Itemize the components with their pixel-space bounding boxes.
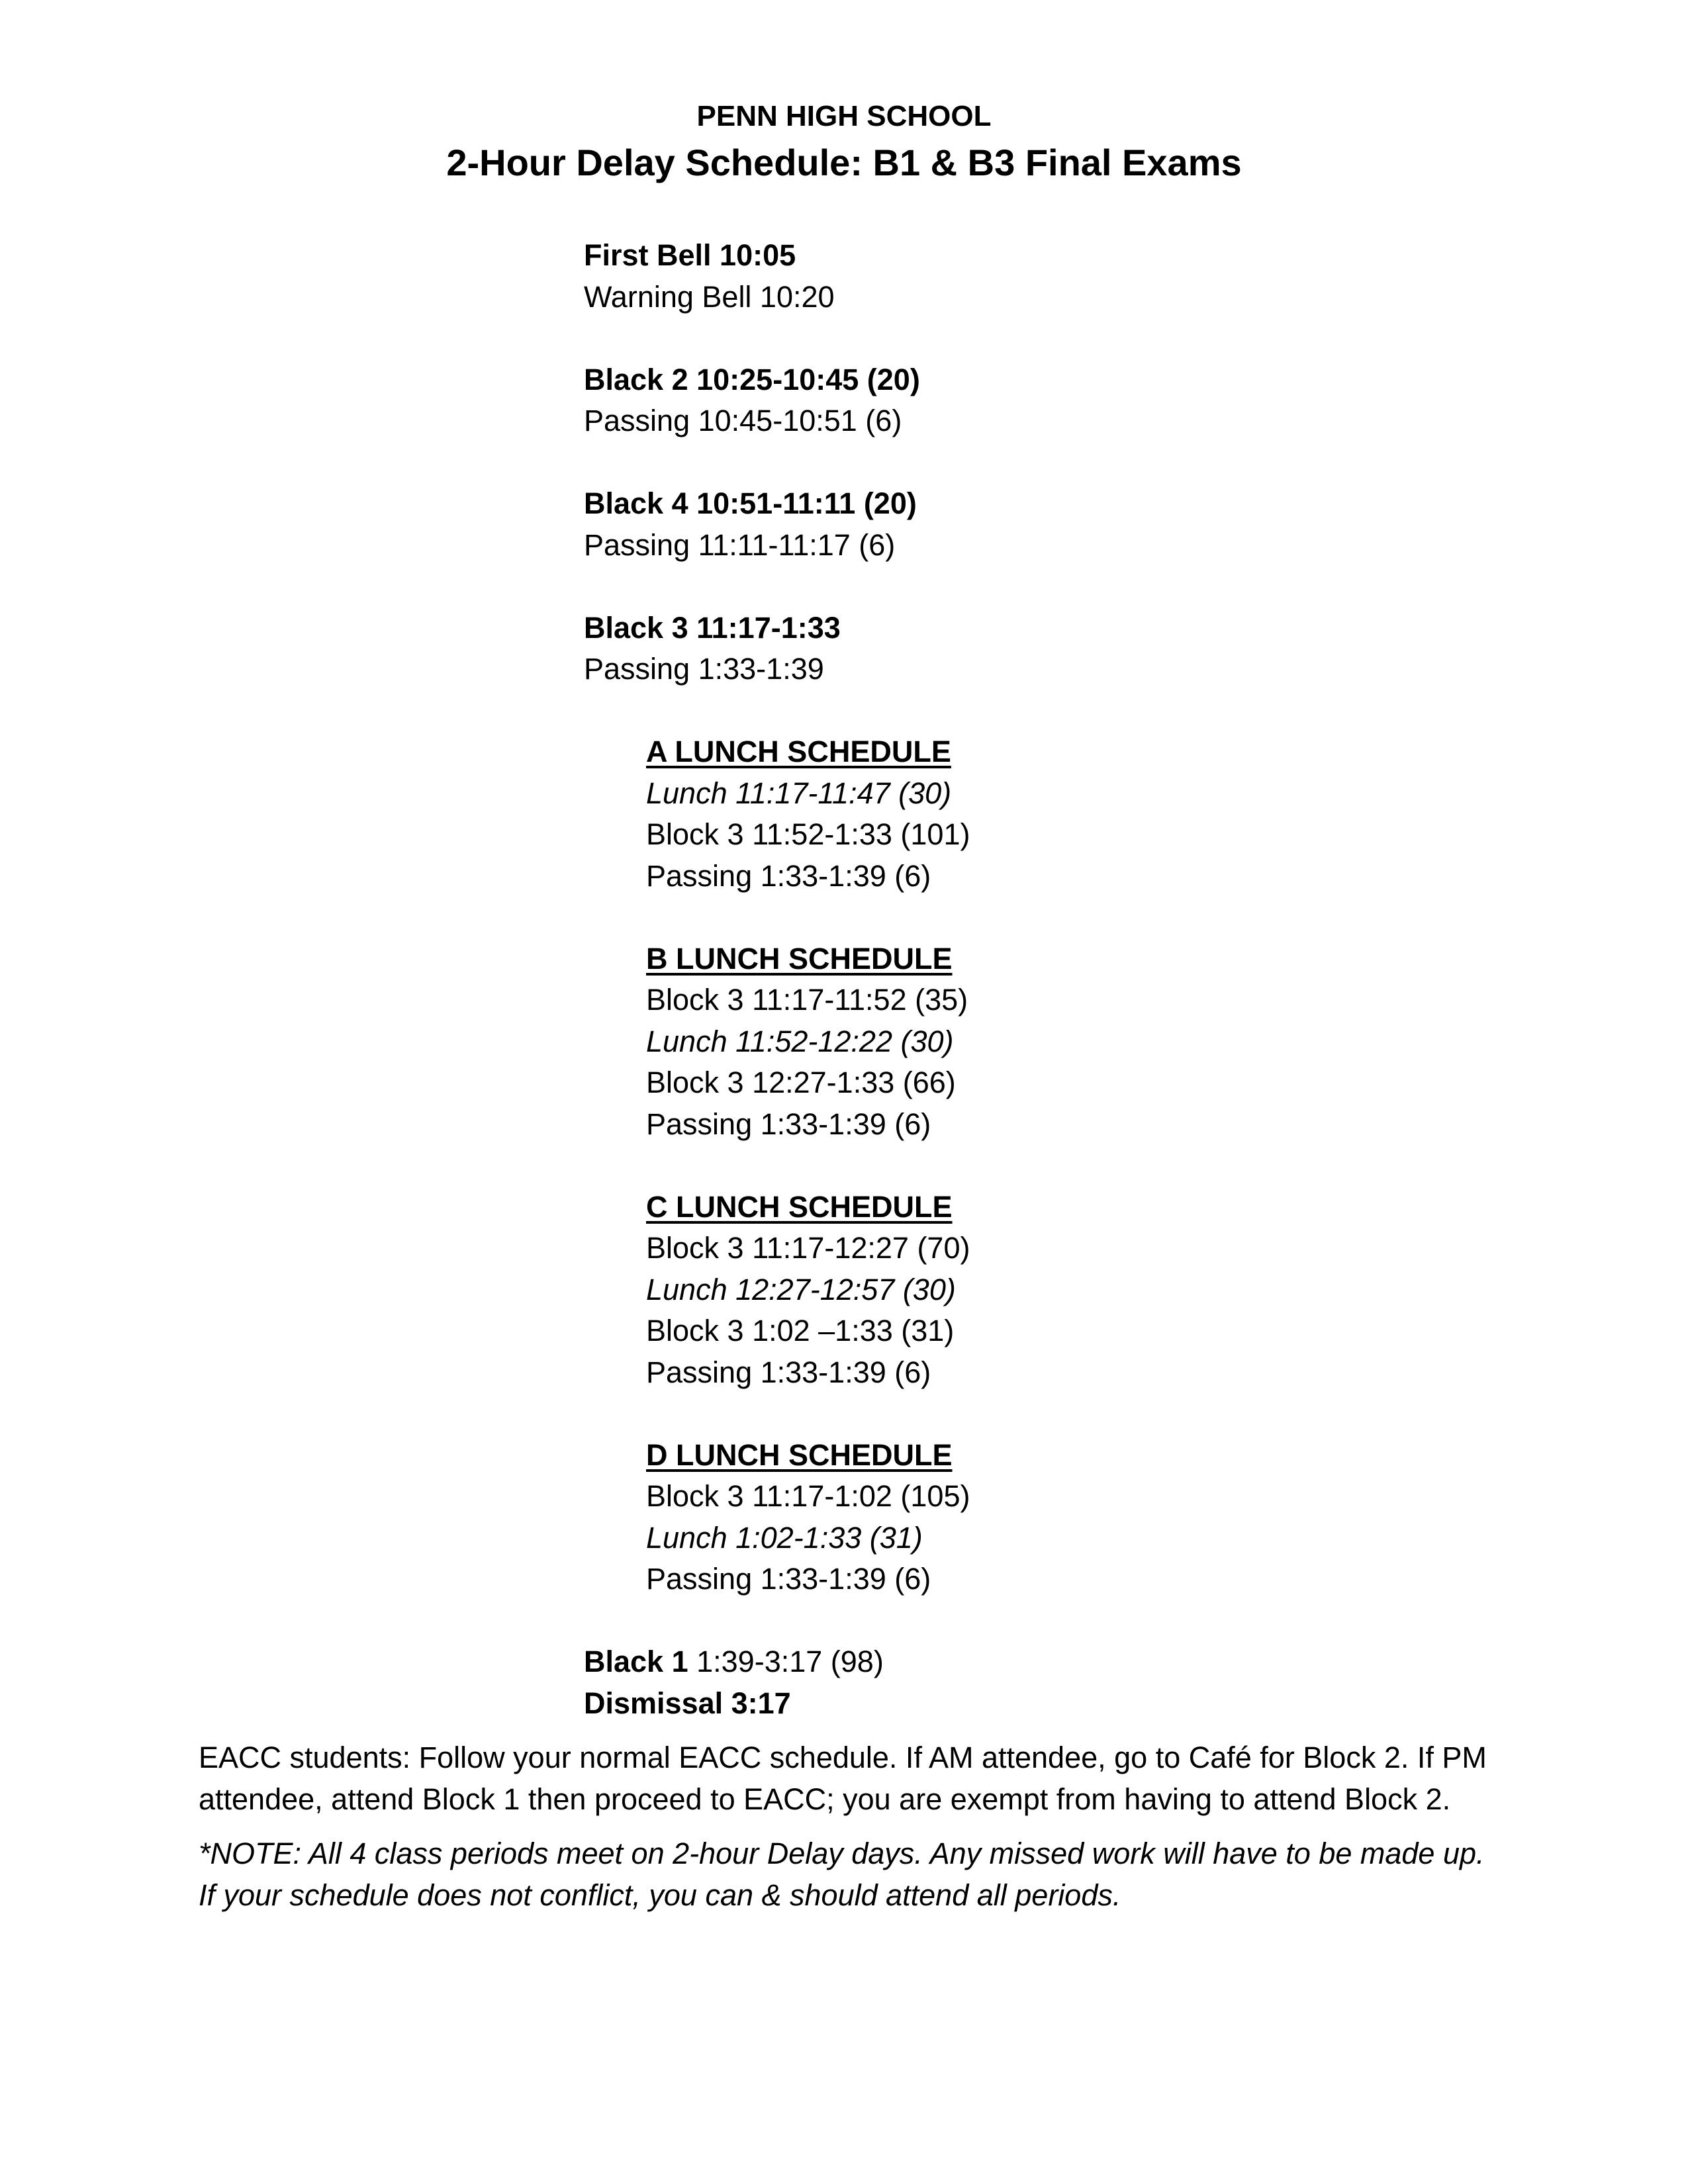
block-1-time: 1:39-3:17 (98): [688, 1645, 884, 1678]
attendance-note: *NOTE: All 4 class periods meet on 2-hour Delay days. Any missed work will have to be made up. If your schedule does not conflict, you can & should attend all periods.: [199, 1837, 1485, 1912]
passing-period: Passing 10:45-10:51 (6): [584, 404, 902, 437]
block-line: Block 3 12:27-1:33 (66): [646, 1066, 956, 1099]
lunch-line: Lunch 11:17-11:47 (30): [646, 776, 952, 810]
a-lunch-heading: A LUNCH SCHEDULE: [646, 735, 951, 768]
b-lunch-heading: B LUNCH SCHEDULE: [646, 941, 953, 976]
passing-line: Passing 1:33-1:39 (6): [646, 858, 931, 893]
schedule-list: [584, 235, 970, 1724]
notes-section: [199, 1737, 1509, 1929]
page-title: 2-Hour Delay Schedule: B1 & B3 Final Exams: [446, 142, 1242, 183]
b-lunch-section: [584, 938, 970, 1146]
first-bell: First Bell 10:05: [584, 238, 796, 272]
warning-bell: Warning Bell 10:20: [584, 279, 835, 314]
block-1-period: [584, 1641, 970, 1683]
c-lunch-section: [584, 1187, 970, 1394]
d-lunch-heading: D LUNCH SCHEDULE: [646, 1437, 953, 1472]
passing-period: Passing 1:33-1:39: [584, 652, 824, 686]
passing-period: Passing 11:11-11:17 (6): [584, 527, 896, 562]
block-line: Block 3 11:17-11:52 (35): [646, 983, 968, 1017]
lunch-line: Lunch 11:52-12:22 (30): [646, 1024, 954, 1058]
block-line: Block 3 1:02 –1:33 (31): [646, 1314, 955, 1347]
block-line: Block 3 11:17-12:27 (70): [646, 1231, 970, 1265]
a-lunch-section: [584, 731, 970, 897]
lunch-line: Lunch 1:02-1:33 (31): [646, 1520, 923, 1555]
block-line: Block 3 11:52-1:33 (101): [646, 817, 970, 851]
passing-line: Passing 1:33-1:39 (6): [646, 1355, 931, 1389]
block-1-label: Black 1: [584, 1645, 688, 1678]
c-lunch-heading: C LUNCH SCHEDULE: [646, 1189, 953, 1224]
passing-line: Passing 1:33-1:39 (6): [646, 1107, 931, 1141]
block-line: Block 3 11:17-1:02 (105): [646, 1479, 970, 1513]
lunch-line: Lunch 12:27-12:57 (30): [646, 1272, 956, 1306]
block-4-period: Black 4 10:51-11:11 (20): [584, 486, 917, 520]
block-2-period: Black 2 10:25-10:45 (20): [584, 362, 920, 396]
eacc-note: EACC students: Follow your normal EACC schedule. If AM attendee, go to Café for Block 2. If PM attendee, attend Block 1 then proceed to EACC; you are exempt from having to attend Block 2.: [199, 1741, 1487, 1816]
school-name: PENN HIGH SCHOOL: [696, 100, 992, 132]
block-3-period: Black 3 11:17-1:33: [584, 610, 841, 645]
d-lunch-section: [584, 1435, 970, 1600]
passing-line: Passing 1:33-1:39 (6): [646, 1562, 931, 1596]
dismissal: Dismissal 3:17: [584, 1686, 791, 1720]
